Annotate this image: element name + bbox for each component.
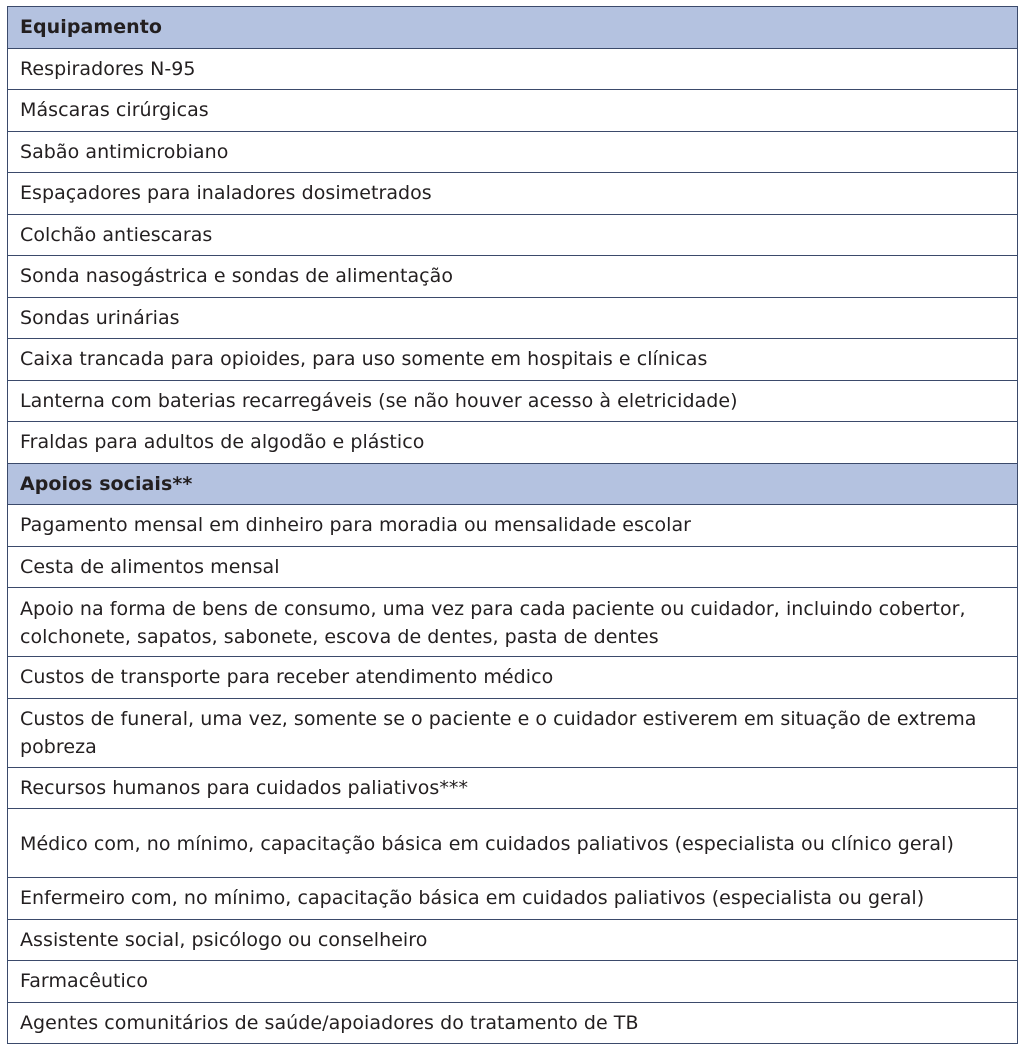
table-row: Máscaras cirúrgicas xyxy=(7,90,1018,132)
table-row: Apoio na forma de bens de consumo, uma vez para cada paciente ou cuidador, incluindo cobertor, colchonete, sapatos, sabonete, escova de dentes, pasta de dentes xyxy=(7,588,1018,657)
table-row: Sabão antimicrobiano xyxy=(7,132,1018,174)
table-row: Respiradores N-95 xyxy=(7,49,1018,91)
table-row: Cesta de alimentos mensal xyxy=(7,547,1018,589)
table-row: Custos de funeral, uma vez, somente se o paciente e o cuidador estiverem em situação de extrema pobreza xyxy=(7,699,1018,768)
table-row: Caixa trancada para opioides, para uso somente em hospitais e clínicas xyxy=(7,339,1018,381)
table-row: Agentes comunitários de saúde/apoiadores do tratamento de TB xyxy=(7,1003,1018,1045)
table-row: Assistente social, psicólogo ou conselheiro xyxy=(7,920,1018,962)
table-row: Pagamento mensal em dinheiro para moradia ou mensalidade escolar xyxy=(7,505,1018,547)
table-row: Custos de transporte para receber atendimento médico xyxy=(7,657,1018,699)
table-row: Espaçadores para inaladores dosimetrados xyxy=(7,173,1018,215)
table-row: Sonda nasogástrica e sondas de alimentação xyxy=(7,256,1018,298)
table-row: Farmacêutico xyxy=(7,961,1018,1003)
table-row: Recursos humanos para cuidados paliativos*** xyxy=(7,768,1018,810)
table-row: Colchão antiescaras xyxy=(7,215,1018,257)
table-row: Lanterna com baterias recarregáveis (se não houver acesso à eletricidade) xyxy=(7,381,1018,423)
section-header-apoios-sociais: Apoios sociais** xyxy=(7,464,1018,506)
table-row: Enfermeiro com, no mínimo, capacitação básica em cuidados paliativos (especialista ou geral) xyxy=(7,878,1018,920)
table-row: Sondas urinárias xyxy=(7,298,1018,340)
supplies-table xyxy=(7,6,1018,1044)
section-header-equipamento: Equipamento xyxy=(7,7,1018,49)
table-row: Fraldas para adultos de algodão e plástico xyxy=(7,422,1018,464)
table-row: Médico com, no mínimo, capacitação básica em cuidados paliativos (especialista ou clínico geral) xyxy=(7,809,1018,878)
